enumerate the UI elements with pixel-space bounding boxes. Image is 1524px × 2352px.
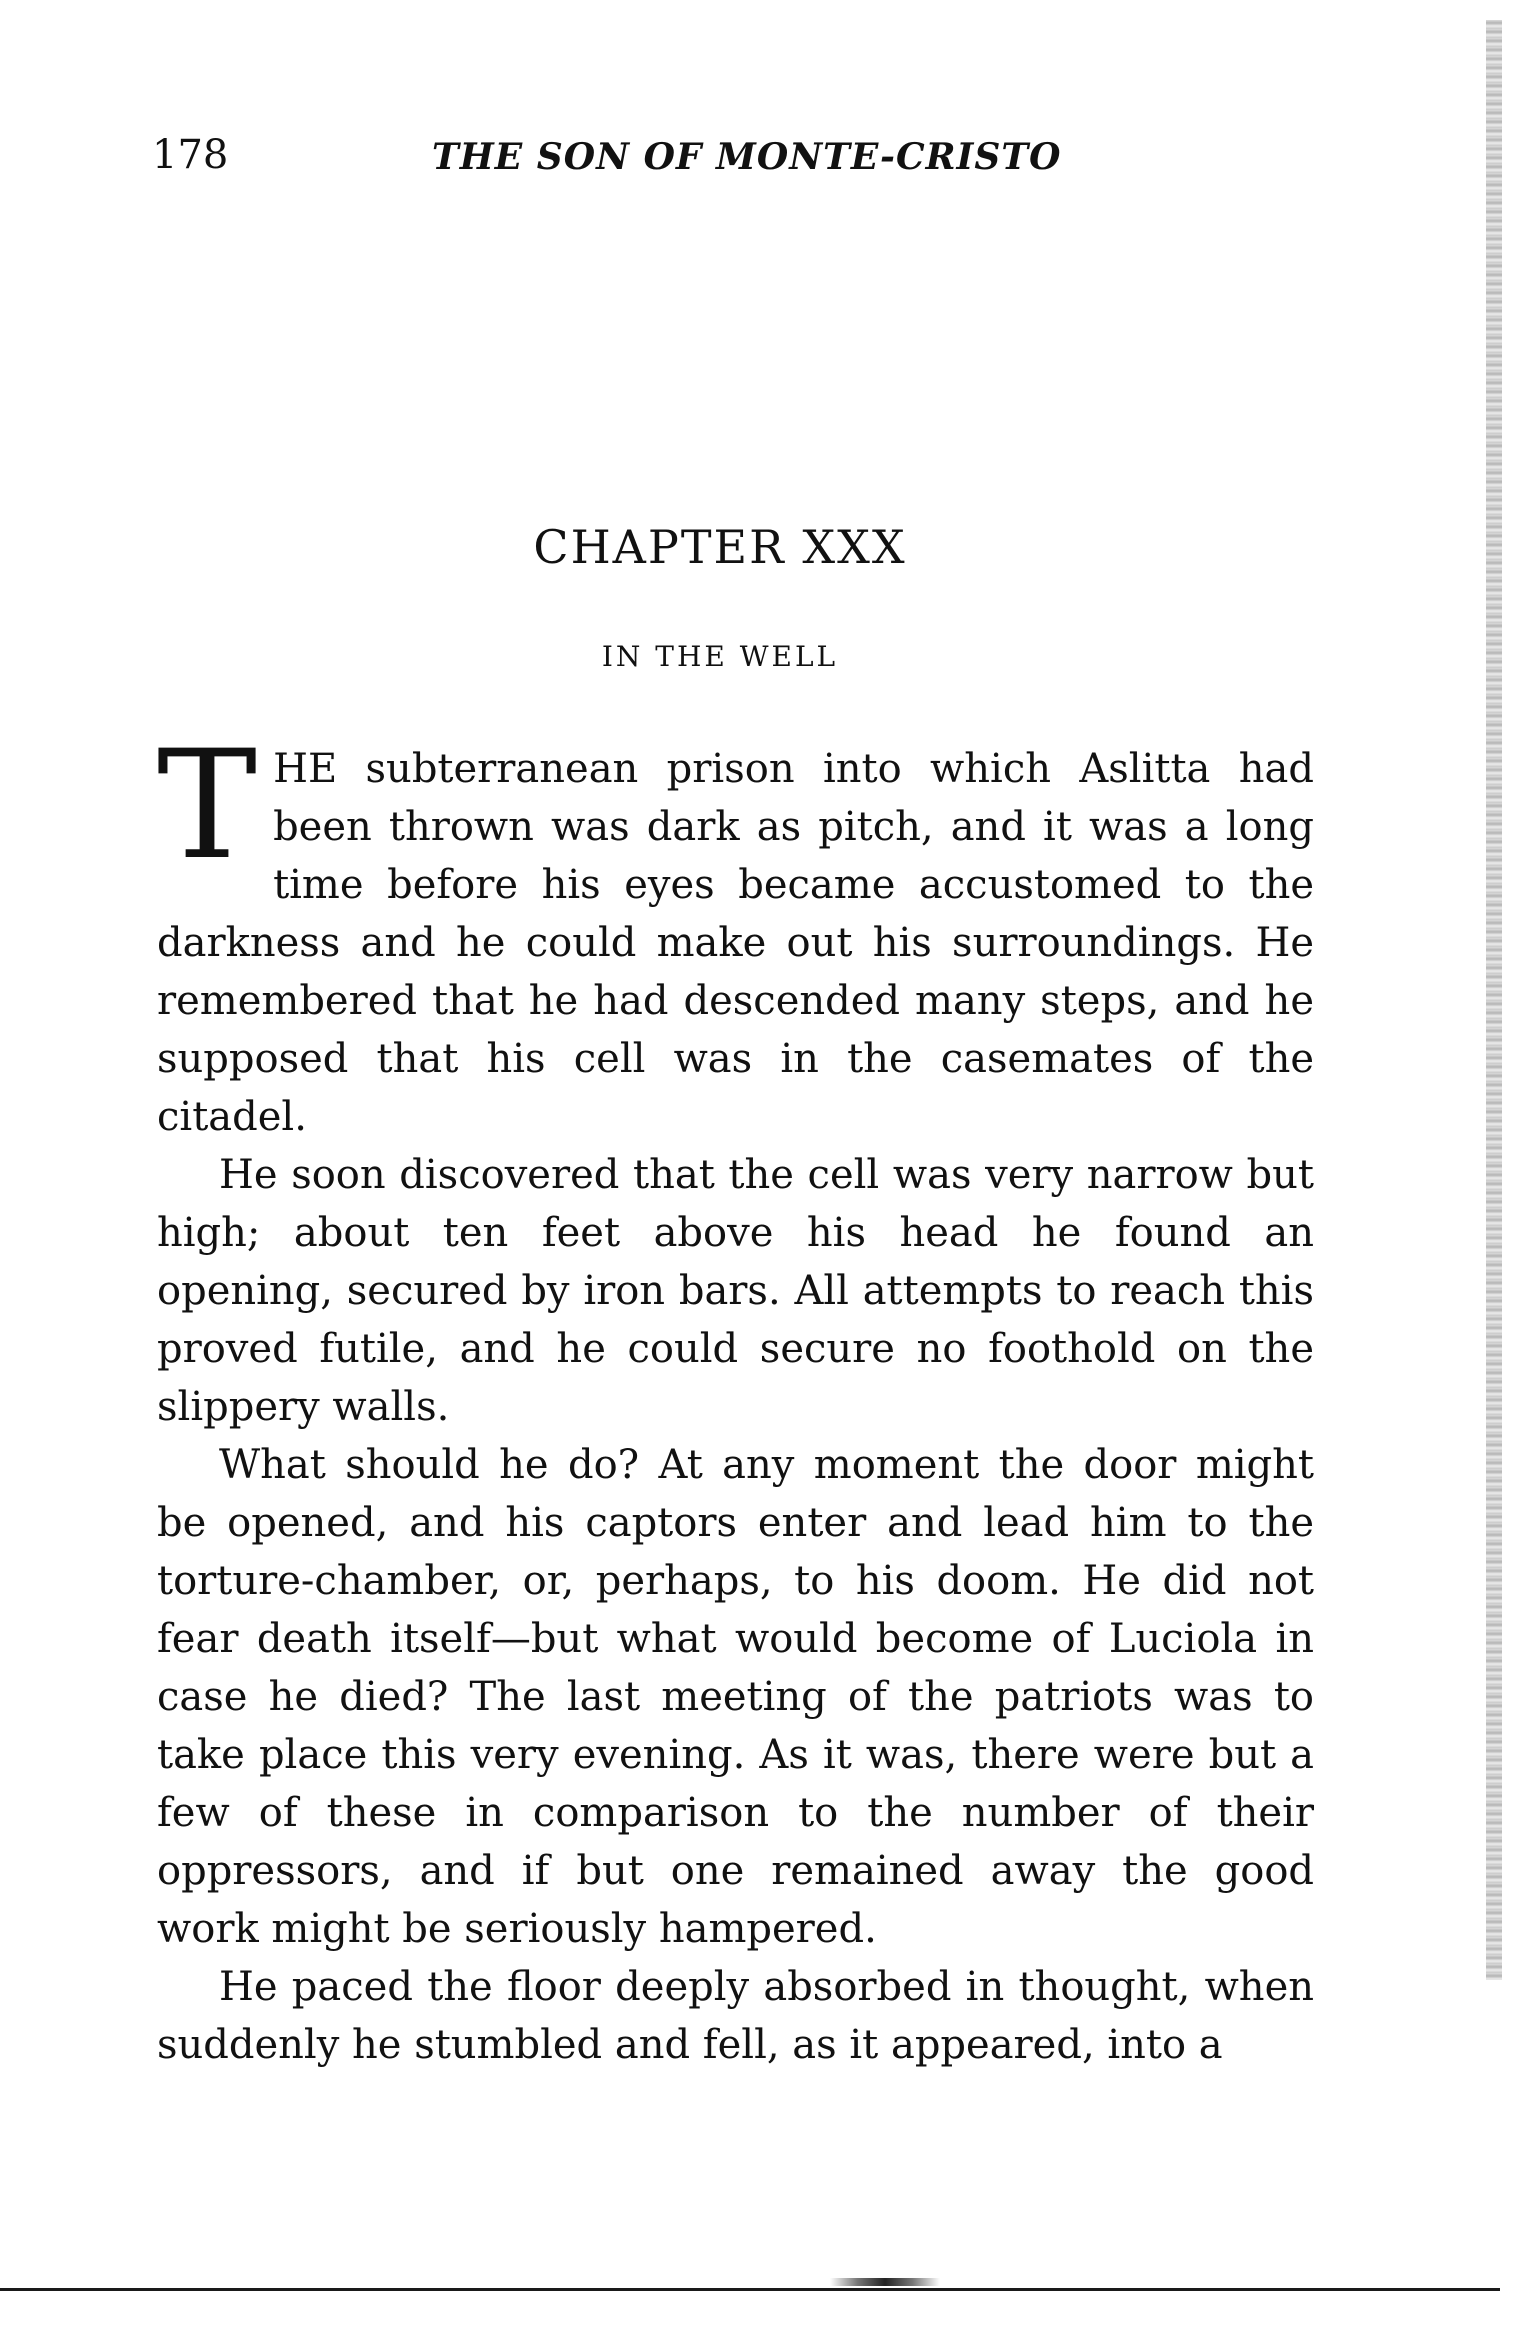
body-text xyxy=(157,719,1314,2074)
scan-binding-edge xyxy=(1486,20,1502,1980)
paragraph: He soon discovered that the cell was very narrow but high; about ten feet above his head he found an opening, secured by iron bars. All attempts to reach this proved futile, and he could secure no foothold on the slippery walls. xyxy=(157,1152,1314,1430)
paragraph: What should he do? At any moment the door might be opened, and his captors enter and lead him to the torture-chamber, or, perhaps, to his doom. He did not fear death itself—but what would become of Luciola in case he died? The last meeting of the patriots was to take place this very evening. As it was, there were but a few of these in comparison to the number of their oppressors, and if but one remained away the good work might be seriously hampered. xyxy=(157,1442,1314,1952)
running-head xyxy=(152,132,1322,192)
chapter-heading: CHAPTER XXX xyxy=(533,520,907,574)
chapter-subtitle: IN THE WELL xyxy=(601,640,839,673)
bottom-mark xyxy=(830,2278,940,2286)
paragraph: He paced the floor deeply absorbed in thought, when suddenly he stumbled and fell, as it appeared, into a xyxy=(157,1964,1314,2068)
bottom-rule xyxy=(0,2288,1500,2291)
paragraph-text: HE subterranean prison into which Aslitta had been thrown was dark as pitch, and it was a long time before his eyes became accustomed to the darkness and he could make out his surroundings. He remembered that he had descended many steps, and he supposed that his cell was in the casemates of the citadel. xyxy=(157,746,1314,1140)
paragraph xyxy=(157,719,1314,1146)
running-title: THE SON OF MONTE-CRISTO xyxy=(432,136,1062,178)
page-number: 178 xyxy=(152,132,229,178)
drop-cap: T xyxy=(157,719,258,893)
